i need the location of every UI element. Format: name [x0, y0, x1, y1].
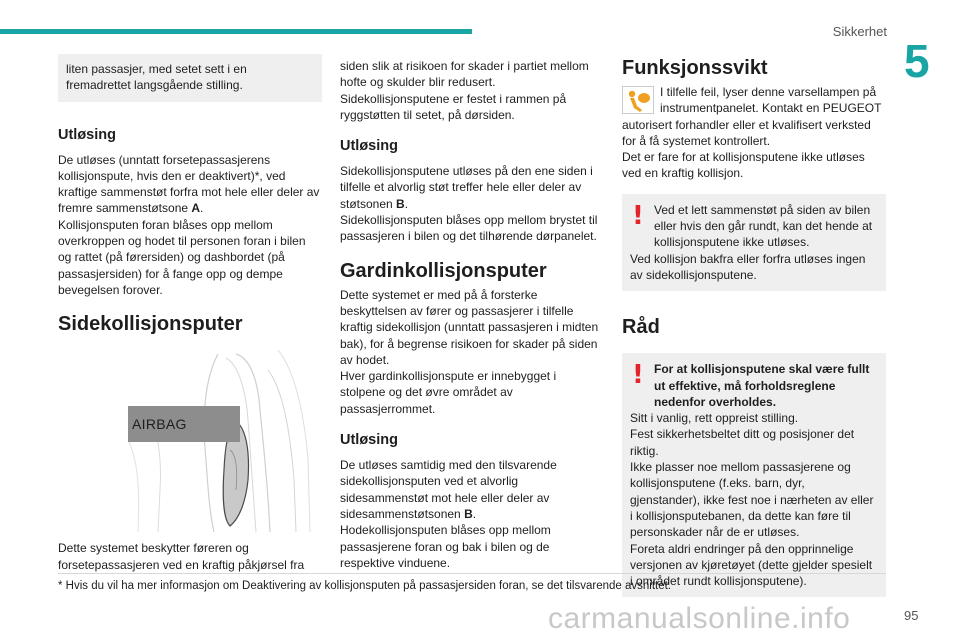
paragraph: Hver gardinkollisjonspute er innebygget i stolpene og det øvre området av passasjerrommet. — [340, 369, 557, 416]
paragraph — [58, 152, 322, 217]
heading-utlosing: Utløsing — [58, 126, 116, 143]
text-span: . — [472, 506, 477, 521]
warning-box — [622, 194, 886, 291]
page-number: 95 — [904, 608, 919, 623]
zone-label-b: B — [396, 196, 405, 211]
warning-text: Ved kollisjon bakfra eller forfra utløses ingen av sidekollisjonsputene. — [630, 251, 866, 282]
text-span: . — [200, 201, 204, 216]
paragraph: Det er fare for at kollisjonsputene ikke utløses ved en kraftig kollisjon. — [622, 150, 865, 181]
zone-label-b: B — [464, 506, 473, 521]
advice-line: Fest sikkerhetsbeltet ditt og posisjoner det riktig. — [630, 427, 855, 458]
paragraph — [340, 457, 604, 522]
heading-utlosing: Utløsing — [340, 432, 398, 449]
paragraph: Dette systemet beskytter føreren og forsetepassasjeren ved en kraftig påkjørsel fra — [58, 541, 305, 572]
heading-rad: Råd — [622, 316, 660, 339]
footnote: * Hvis du vil ha mer informasjon om Deaktivering av kollisjonsputen på passasjersiden foran, se det tilsvarende avsnittet. — [58, 580, 671, 592]
info-box — [58, 54, 322, 102]
paragraph: Sidekollisjonsputen blåses opp mellom brystet til passasjeren i bilen og det tilhørende dørpanelet. — [340, 213, 598, 244]
advice-line: Sitt i vanlig, rett oppreist stilling. — [630, 411, 799, 426]
paragraph: siden slik at risikoen for skader i partiet mellom hofte og skulder blir redusert. — [340, 59, 589, 90]
heading-gardinkollisjonsputer: Gardinkollisjonsputer — [340, 259, 547, 282]
header-accent-bar — [0, 29, 472, 34]
advice-line: Foreta aldri endringer på den opprinnelige versjonen av kjøretøyet (dette gjelder spesielt i området rundt kollisjonsputene). — [630, 541, 873, 589]
watermark: carmanualsonline.info — [548, 602, 851, 635]
heading-funksjonssvikt: Funksjonssvikt — [622, 57, 768, 79]
paragraph: Hodekollisjonsputen blåses opp mellom passasjerene foran og bak i bilen og de respektive vinduene. — [340, 523, 551, 570]
advice-bold-text: For at kollisjonsputene skal være fullt ut effektive, må forholdsreglene nedenfor overholdes. — [654, 362, 870, 409]
paragraph: Sidekollisjonsputene er festet i rammen på ryggstøtten til setet, på dørsiden. — [340, 91, 567, 122]
exclamation-icon: ! — [632, 360, 644, 391]
side-airbag-illustration — [118, 350, 318, 532]
paragraph: Dette systemet er med på å forsterke beskyttelsen av fører og passasjerer i tilfelle kraftig sidekollisjon (unntatt passasjeren i midten bak), for å begrense risikoen for skader på siden av hodet. — [340, 287, 599, 367]
chapter-number: 5 — [904, 35, 930, 87]
advice-box — [622, 353, 886, 597]
heading-utlosing: Utløsing — [340, 138, 398, 155]
airbag-label: AIRBAG — [132, 416, 187, 433]
zone-label-a: A — [191, 201, 201, 216]
text-span: De utløses (unntatt forsetepassasjerens kollisjonspute, hvis den er deaktivert)*, ved kraftige sammenstøt forfra mot hele eller deler av fremre sammenstøtsone — [58, 152, 320, 216]
paragraph — [340, 163, 604, 212]
info-box-text: liten passasjer, med setet sett i en fremadrettet langsgående stilling. — [66, 62, 247, 93]
seat-drawing — [118, 350, 318, 532]
airbag-warning-icon — [622, 86, 654, 114]
paragraph: I tilfelle feil, lyser denne varsellampen på instrumentpanelet. Kontakt en PEUGEOT autorisert forhandler eller et kvalifisert verksted for å få systemet kontrollert. — [622, 85, 882, 148]
exclamation-icon: ! — [632, 200, 644, 231]
footnote-divider — [58, 573, 886, 574]
heading-sidekollisjonsputer: Sidekollisjonsputer — [58, 313, 243, 336]
column-left — [58, 54, 322, 573]
section-title: Sikkerhet — [832, 24, 887, 39]
text-span: Sidekollisjonsputene utløses på den ene siden i tilfelle et alvorlig støt treffer hele eller deler av støtsonen — [340, 164, 593, 211]
advice-line: Ikke plasser noe mellom passasjerene og kollisjonsputene (f.eks. barn, dyr, gjenstander), ikke fest noe i nærheten av eller i kollisjonsputebanen, da dette kan føre til personskader når de er utløses. — [630, 460, 874, 540]
paragraph: Kollisjonsputen foran blåses opp mellom overkroppen og hodet til personen foran i bilen og rattet (på førersiden) og dashbordet (på passasjersiden) for å fange opp og dempe bevegelsen forover. — [58, 217, 306, 297]
failure-section — [622, 84, 886, 182]
warning-text: Ved et lett sammenstøt på siden av bilen eller hvis den går rundt, kan det hende at kollisjonsputene ikke utløses. — [654, 202, 873, 250]
text-span: . — [404, 196, 409, 211]
text-span: De utløses samtidig med den tilsvarende sidekollisjonsputen ved et alvorlig sidesammenstøt mot hele eller deler av sidesammenstøtsonen — [340, 458, 557, 521]
column-middle — [340, 58, 604, 571]
column-right — [622, 56, 886, 597]
